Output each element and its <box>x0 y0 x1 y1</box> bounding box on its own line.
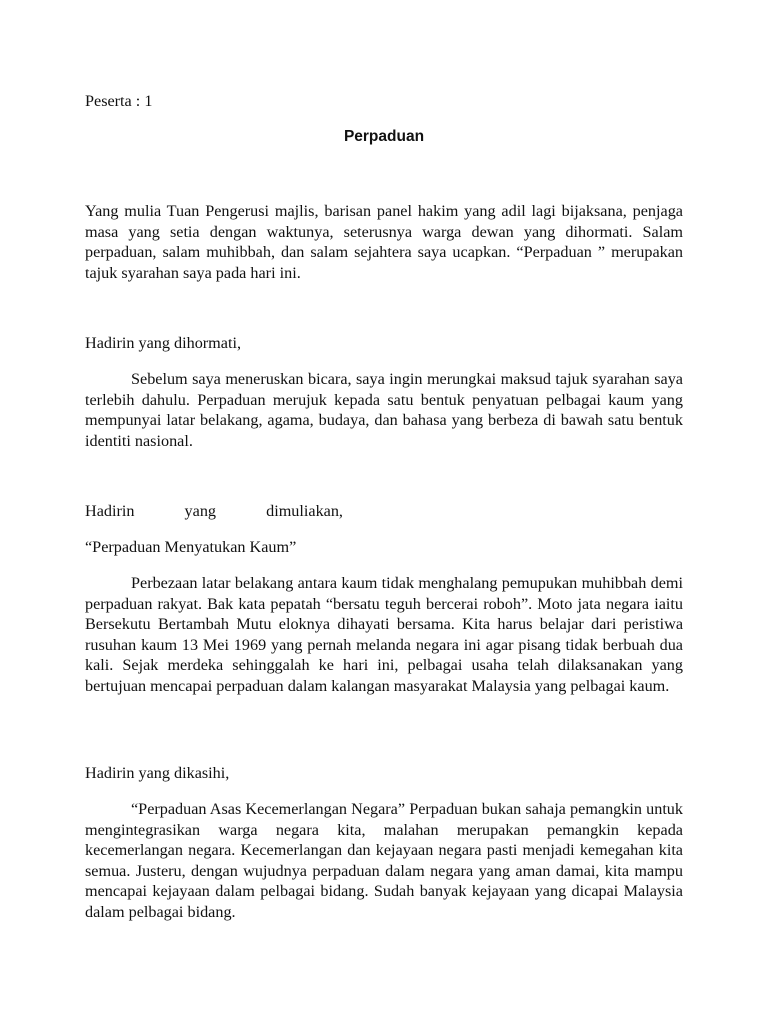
paragraph-muhibbah: Perbezaan latar belakang antara kaum tidak menghalang pemupukan muhibbah demi perpaduan rakyat. Bak kata pepatah “bersatu teguh bercerai roboh”. Moto jata negara iaitu Bersekutu Bertambah Mutu eloknya dihayati bersama. Kita harus belajar dari peristiwa rusuhan kaum 13 Mei 1969 yang pernah melanda negara ini agar pisang tidak berbuah dua kali. Sejak merdeka sehinggalah ke hari ini, pelbagai usaha telah dilaksanakan yang bertujuan mencapai perpaduan dalam kalangan masyarakat Malaysia yang pelbagai kaum. <box>85 574 683 695</box>
salutation-dimuliakan <box>85 501 343 521</box>
salutation-dikasihi: Hadirin yang dikasihi, <box>85 764 230 782</box>
paragraph-kecemerlangan: “Perpaduan Asas Kecemerlangan Negara” Perpaduan bukan sahaja pemangkin untuk mengintegrasikan warga negara kita, malahan merupakan pemangkin kepada kecemerlangan negara. Kecemerlangan dan kejayaan negara pasti menjadi kemegahan kita semua. Justeru, dengan wujudnya perpaduan dalam negara yang aman damai, kita mampu mencapai kejayaan dalam pelbagai bidang. Sudah banyak kejayaan yang dicapai Malaysia dalam pelbagai bidang. <box>85 800 683 921</box>
salutation-word: yang <box>184 502 217 520</box>
participant-label: Peserta : 1 <box>85 92 153 110</box>
salutation-dihormati: Hadirin yang dihormati, <box>85 334 241 352</box>
document-title: Perpaduan <box>343 128 425 145</box>
paragraph-definition: Sebelum saya meneruskan bicara, saya ingin merungkai maksud tajuk syarahan saya terlebih dahulu. Perpaduan merujuk kepada satu bentuk penyatuan pelbagai kaum yang mempunyai latar belakang, agama, budaya, dan bahasa yang berbeza di bawah satu bentuk identiti nasional. <box>85 370 683 450</box>
subtitle-menyatukan-kaum: “Perpaduan Menyatukan Kaum” <box>85 538 297 556</box>
salutation-word: dimuliakan, <box>266 502 343 520</box>
opening-paragraph: Yang mulia Tuan Pengerusi majlis, barisan panel hakim yang adil lagi bijaksana, penjaga masa yang setia dengan waktunya, seterusnya warga dewan yang dihormati. Salam perpaduan, salam muhibbah, dan salam sejahtera saya ucapkan. “Perpaduan ” merupakan tajuk syarahan saya pada hari ini. <box>85 202 683 282</box>
salutation-word: Hadirin <box>85 502 135 520</box>
